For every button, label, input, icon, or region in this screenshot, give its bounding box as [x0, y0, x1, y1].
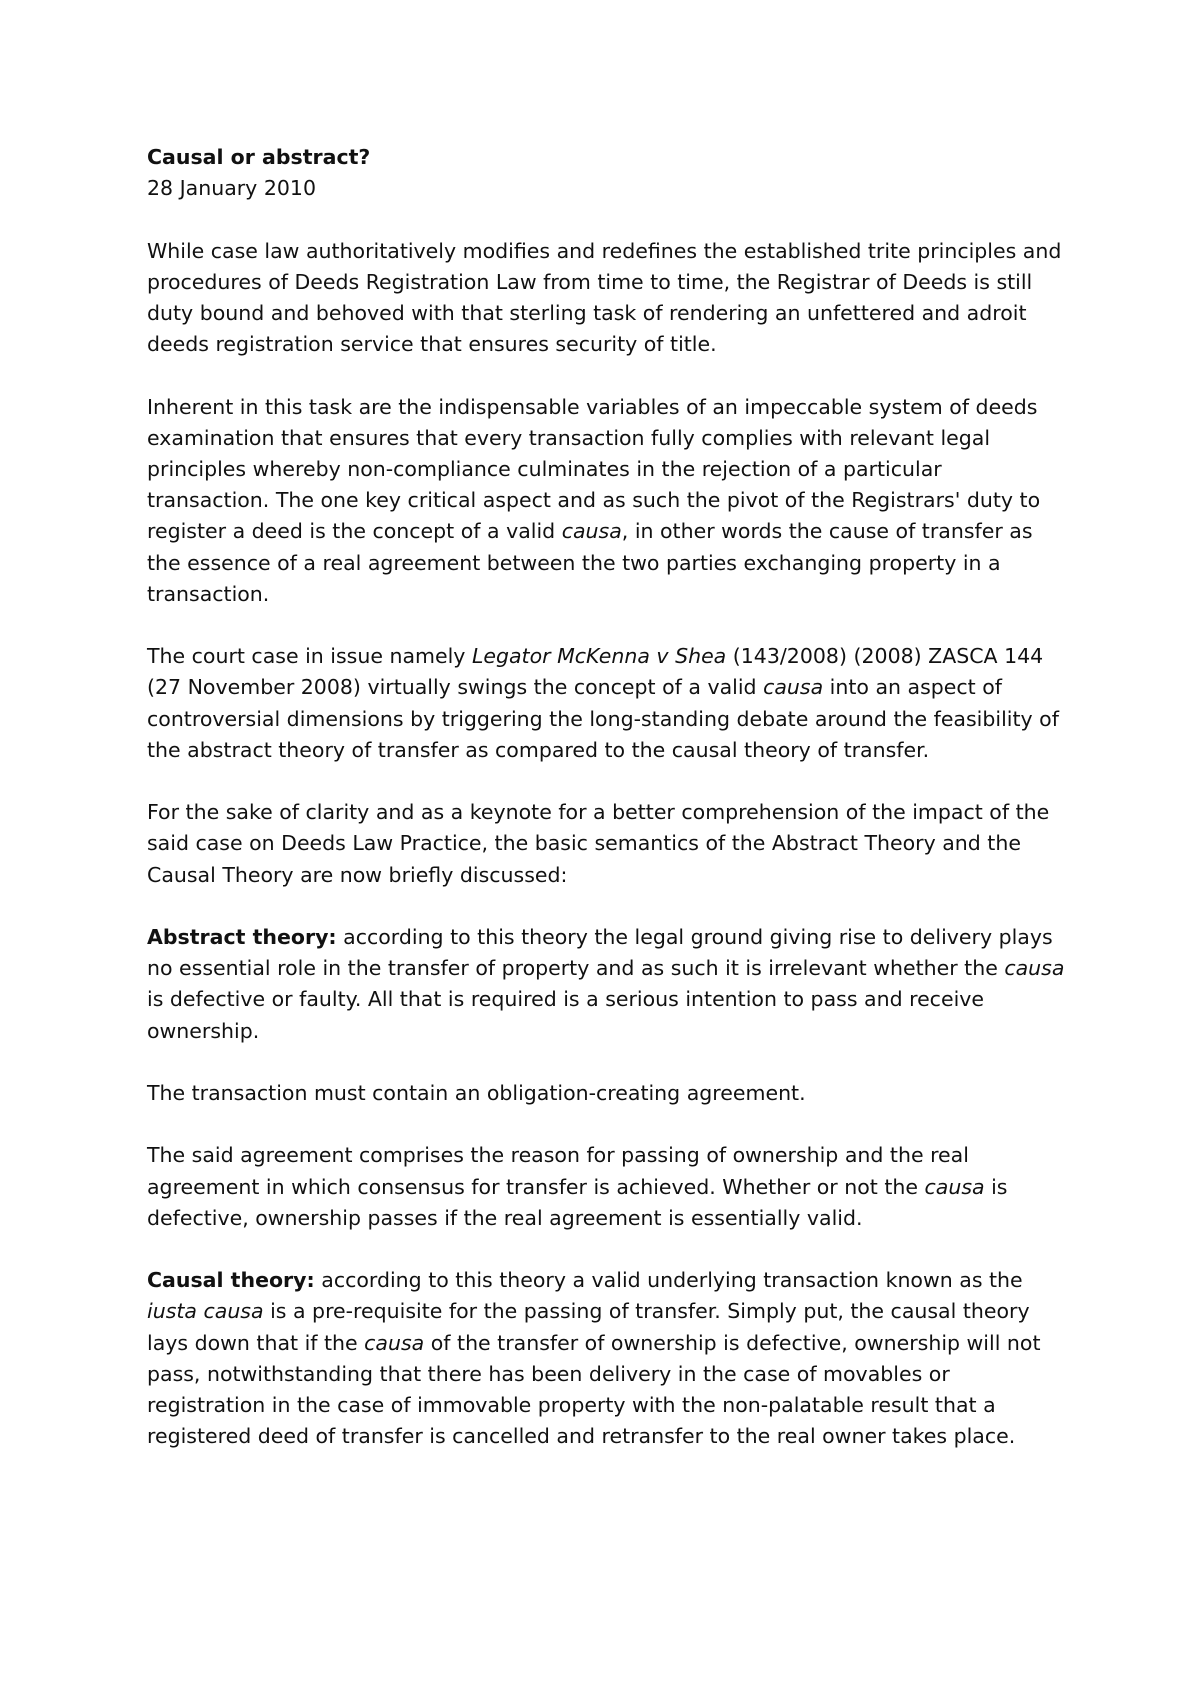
- paragraph-6: The transaction must contain an obligation-creating agreement.: [147, 1081, 806, 1105]
- abstract-theory-label: Abstract theory:: [147, 925, 337, 949]
- paragraph-3: The court case in issue namely Legator McKenna v Shea (143/2008) (2008) ZASCA 144 (27 November 2008) virtually swings the concept of a valid causa into an aspect of controversial dimensions by triggering the long-standing debate around the feasibility of the abstract theory of transfer as compared to the causal theory of transfer.: [147, 644, 1059, 762]
- paragraph-2: Inherent in this task are the indispensable variables of an impeccable system of deeds examination that ensures that every transaction fully complies with relevant legal principles whereby non-compliance culminates in the rejection of a particular transaction. The one key critical aspect and as such the pivot of the Registrars' duty to register a deed is the concept of a valid causa, in other words the cause of transfer as the essence of a real agreement between the two parties exchanging property in a transaction.: [147, 394, 1041, 606]
- paragraph-causal-theory: Causal theory: according to this theory a valid underlying transaction known as the iusta causa is a pre-requisite for the passing of transfer. Simply put, the causal theory lays down that if the causa of the transfer of ownership is defective, ownership will not pass, notwithstanding that there has been delivery in the case of movables or registration in the case of immovable property with the non-palatable result that a registered deed of transfer is cancelled and retransfer to the real owner takes place.: [147, 1268, 1041, 1449]
- document-page: [147, 142, 1067, 1484]
- causal-theory-label: Causal theory:: [147, 1268, 315, 1293]
- case-name: Legator McKenna v Shea: [471, 644, 727, 669]
- paragraph-7: The said agreement comprises the reason for passing of ownership and the real agreement in which consensus for transfer is achieved. Whether or not the causa is defective, ownership passes if the real agreement is essentially valid.: [147, 1143, 1008, 1230]
- paragraph-abstract-theory: Abstract theory: according to this theory the legal ground giving rise to delivery plays no essential role in the transfer of property and as such it is irrelevant whether the causa is defective or faulty. All that is required is a serious intention to pass and receive ownership.: [147, 925, 1065, 1043]
- paragraph-4: For the sake of clarity and as a keynote for a better comprehension of the impact of the said case on Deeds Law Practice, the basic semantics of the Abstract Theory and the Causal Theory are now briefly discussed:: [147, 800, 1050, 887]
- title-block: [147, 142, 1067, 204]
- paragraph-1: While case law authoritatively modifies and redefines the established trite principles and procedures of Deeds Registration Law from time to time, the Registrar of Deeds is still duty bound and behoved with that sterling task of rendering an unfettered and adroit deeds registration service that ensures security of title.: [147, 238, 1062, 357]
- document-date: 28 January 2010: [147, 176, 317, 201]
- document-title: Causal or abstract?: [147, 145, 371, 169]
